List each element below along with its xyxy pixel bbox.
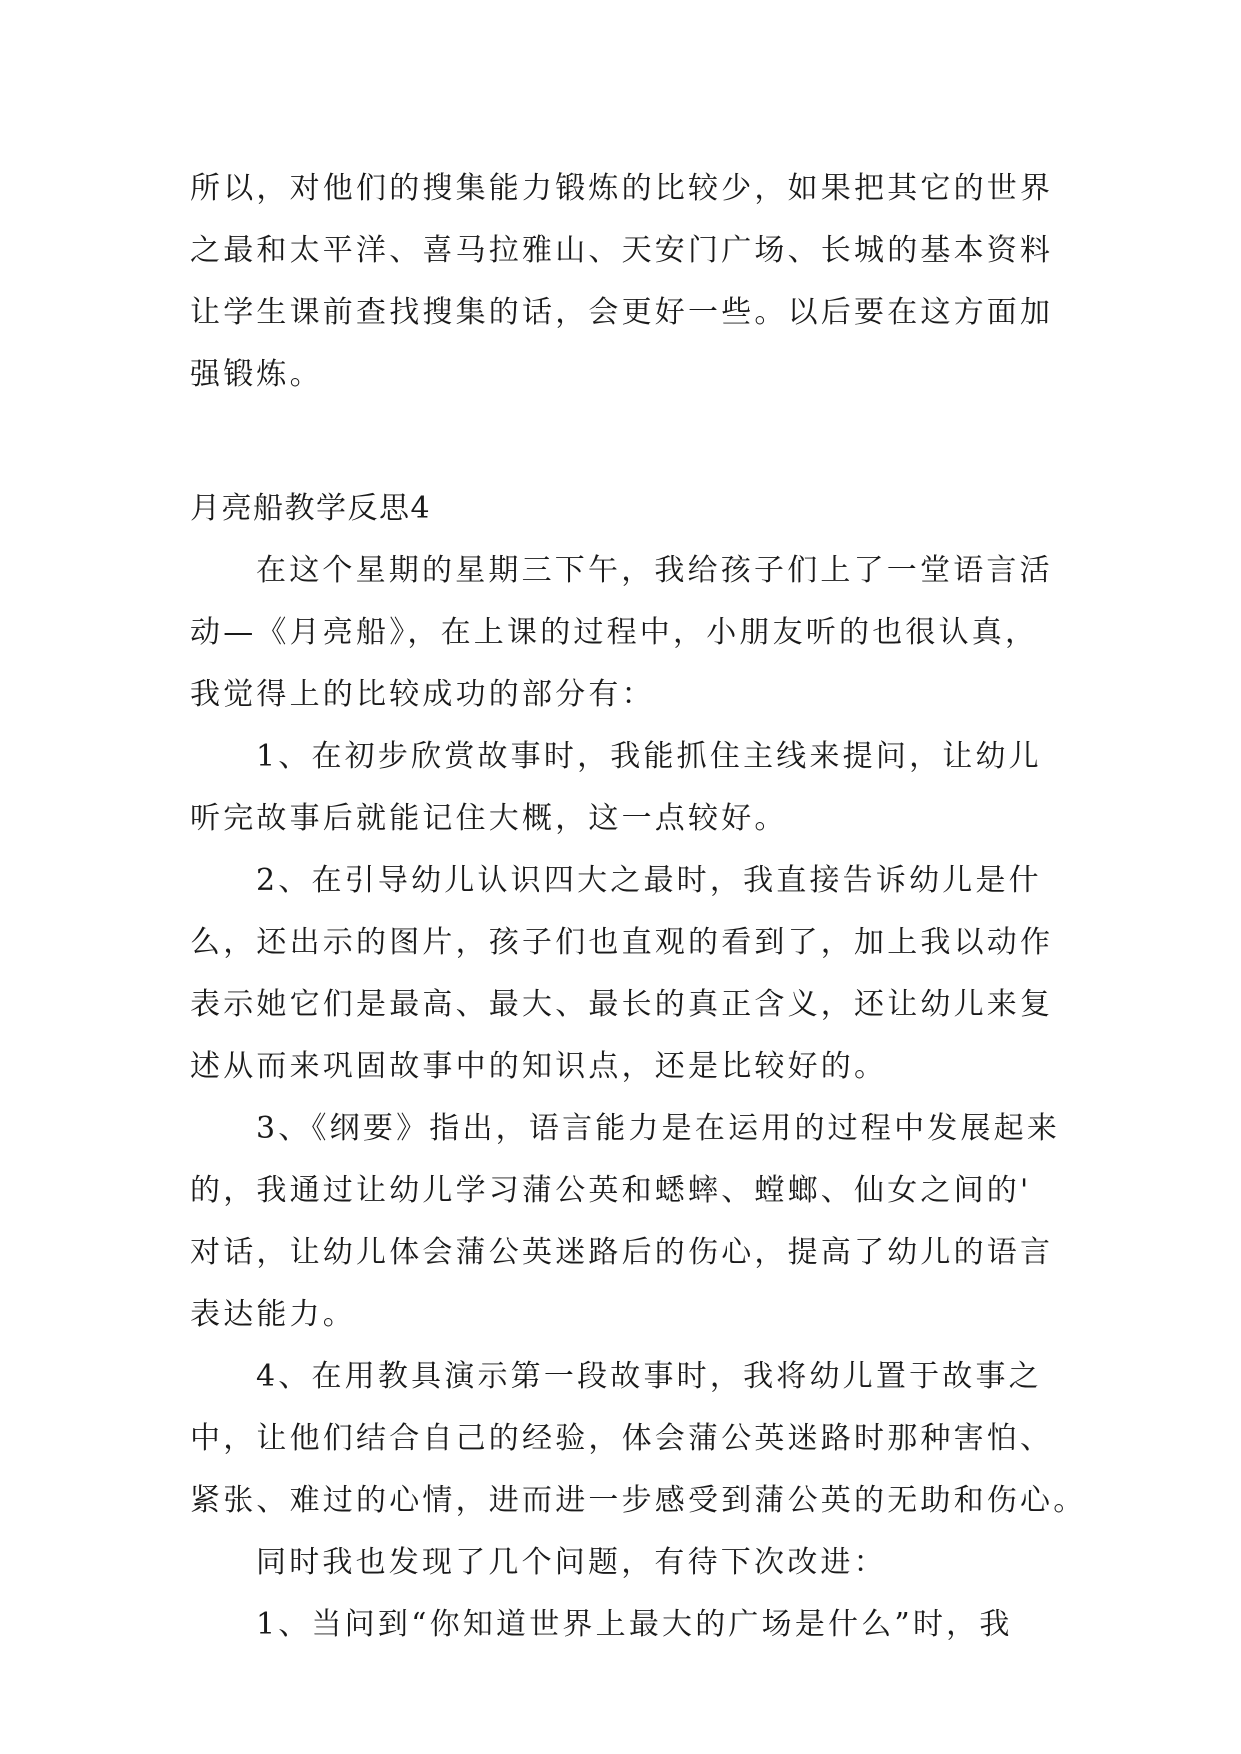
text-line: 2、在引导幼儿认识四大之最时，我直接告诉幼儿是什 <box>256 863 1042 898</box>
text-line: 我觉得上的比较成功的部分有： <box>190 677 655 712</box>
text-line: 同时我也发现了几个问题，有待下次改进： <box>256 1545 887 1580</box>
document-body <box>190 158 1087 1656</box>
text-line: 表达能力。 <box>190 1297 356 1332</box>
text-line: 在这个星期的星期三下午，我给孩子们上了一堂语言活 <box>256 553 1053 588</box>
intro-paragraph <box>190 158 1060 406</box>
text-line: 表示她它们是最高、最大、最长的真正含义，还让幼儿来复 <box>190 987 1054 1022</box>
text-line: 4、在用教具演示第一段故事时，我将幼儿置于故事之 <box>256 1359 1042 1394</box>
text-line: 所以，对他们的搜集能力锻炼的比较少，如果把其它的世界 <box>190 171 1054 206</box>
text-line: 之最和太平洋、喜马拉雅山、天安门广场、长城的基本资料 <box>190 233 1054 268</box>
text-line: 强锻炼。 <box>190 357 323 392</box>
text-line: 让学生课前查找搜集的话，会更好一些。以后要在这方面加 <box>190 295 1054 330</box>
section-title: 月亮船教学反思4 <box>190 491 432 526</box>
text-line: 中，让他们结合自己的经验，体会蒲公英迷路时那种害怕、 <box>190 1421 1054 1456</box>
paragraph <box>190 540 1060 726</box>
text-line: 对话，让幼儿体会蒲公英迷路后的伤心，提高了幼儿的语言 <box>190 1235 1054 1270</box>
text-line: 述从而来巩固故事中的知识点，还是比较好的。 <box>190 1049 888 1084</box>
text-line: 1、当问到“你知道世界上最大的广场是什么”时，我 <box>256 1607 1013 1642</box>
text-line: 动—《月亮船》，在上课的过程中，小朋友听的也很认真， <box>190 615 1039 650</box>
text-line: 的，我通过让幼儿学习蒲公英和蟋蟀、螳螂、仙女之间的' <box>190 1173 1032 1208</box>
paragraph <box>190 1594 1060 1656</box>
paragraph <box>190 726 1060 850</box>
text-line: 紧张、难过的心情，进而进一步感受到蒲公英的无助和伤心。 <box>190 1483 1087 1518</box>
paragraph <box>190 1098 1060 1346</box>
text-line: 听完故事后就能记住大概，这一点较好。 <box>190 801 788 836</box>
paragraph <box>190 1532 1060 1594</box>
paragraph <box>190 1346 1087 1532</box>
text-line: 么，还出示的图片，孩子们也直观的看到了，加上我以动作 <box>190 925 1054 960</box>
text-line: 1、在初步欣赏故事时，我能抓住主线来提问，让幼儿 <box>256 739 1042 774</box>
text-line: 3、《纲要》指出，语言能力是在运用的过程中发展起来 <box>256 1111 1061 1146</box>
paragraph <box>190 850 1060 1098</box>
